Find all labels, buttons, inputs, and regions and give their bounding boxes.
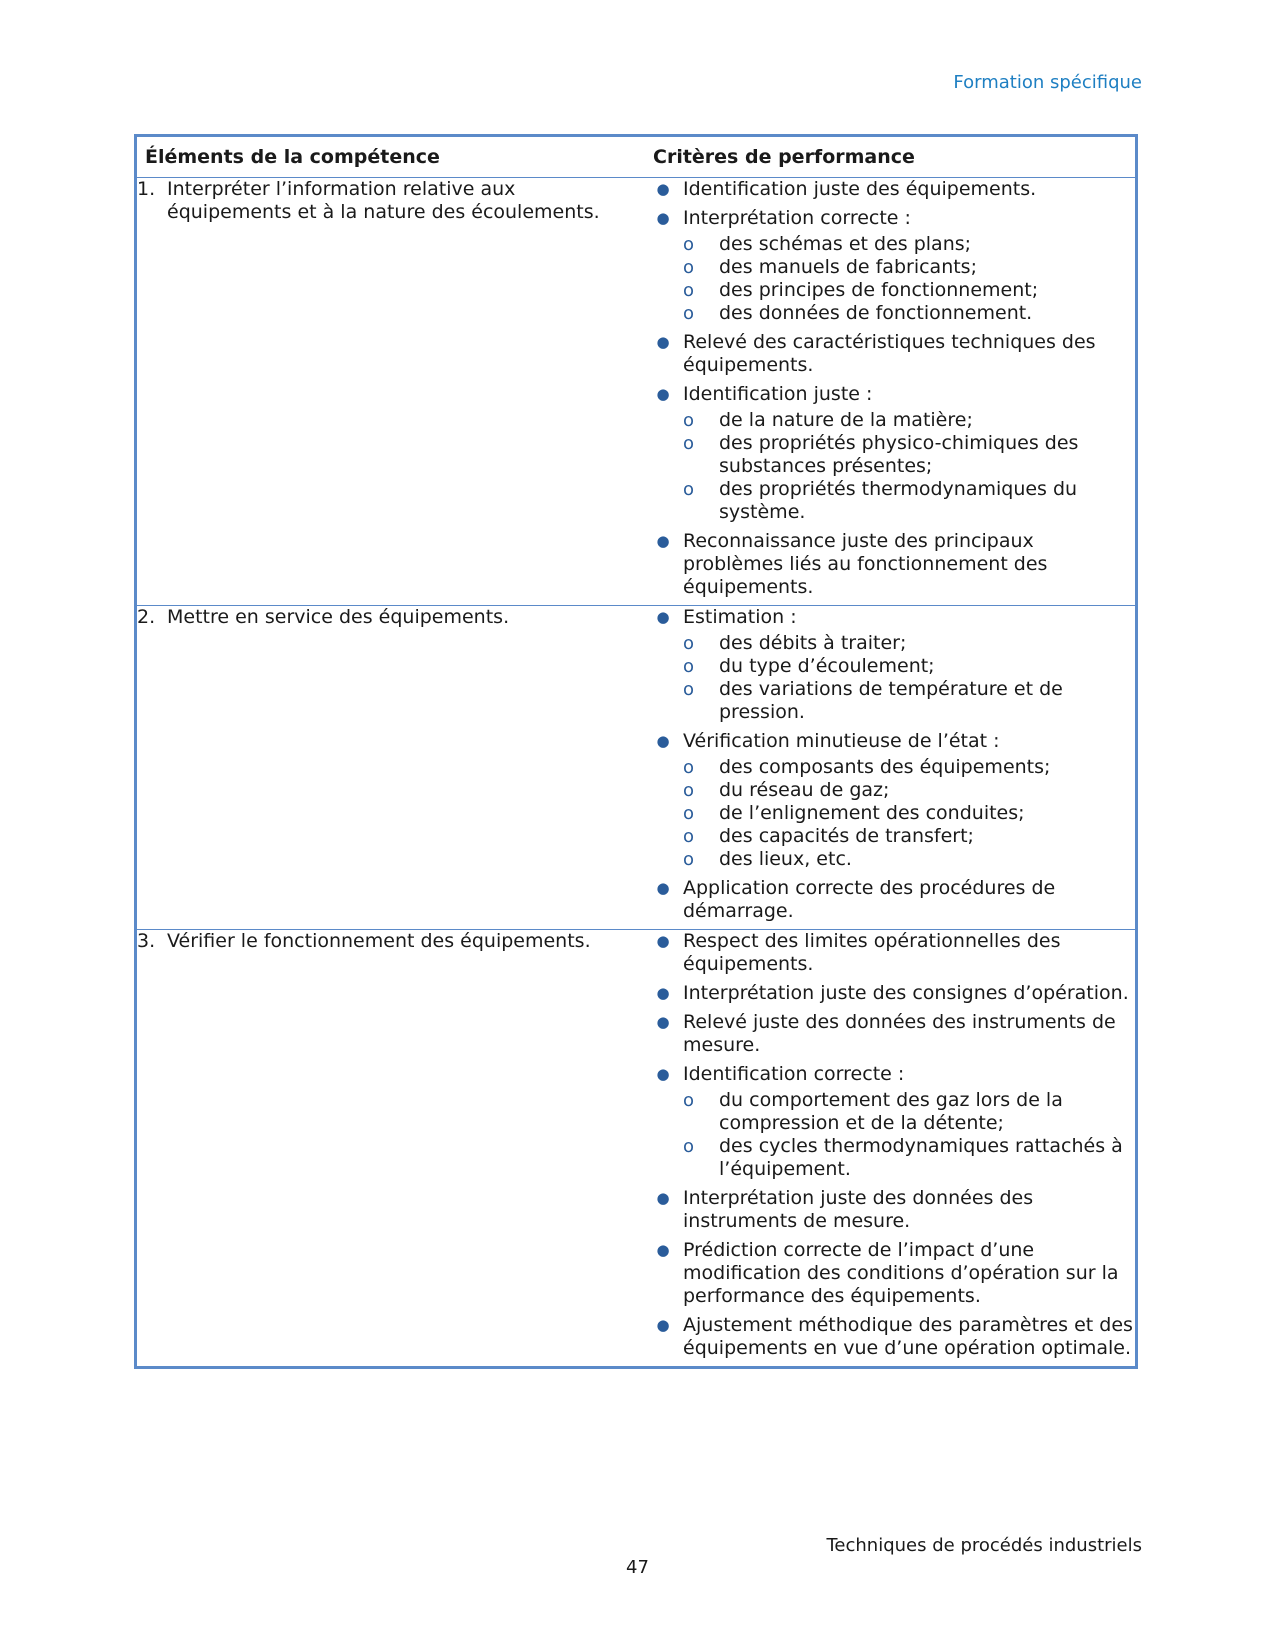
criteria-cell (643, 606, 1137, 930)
circle-bullet-icon: o (683, 1136, 695, 1157)
sub-criteria-list (683, 756, 1135, 871)
table-row (136, 606, 1137, 930)
sub-criterion-text: des composants des équipements; (719, 756, 1051, 778)
criterion-item (643, 730, 1135, 871)
criterion-body (683, 1063, 1135, 1181)
criterion-item (643, 1314, 1135, 1360)
element-number: 1. (137, 178, 156, 200)
criterion-body (683, 383, 1135, 524)
element-item (137, 930, 643, 953)
sub-criterion-text: du réseau de gaz; (719, 779, 890, 801)
element-cell (136, 930, 644, 1368)
criterion-body (683, 930, 1135, 976)
sub-criterion-item (683, 632, 1135, 655)
element-text: Mettre en service des équipements. (167, 606, 510, 628)
criterion-body (683, 207, 1135, 325)
sub-criterion-item (683, 678, 1135, 724)
element-item (137, 178, 643, 224)
element-number: 2. (137, 606, 156, 628)
bullet-icon: ● (656, 608, 670, 626)
table-row (136, 930, 1137, 1368)
sub-criterion-text: des capacités de transfert; (719, 825, 974, 847)
bullet-icon: ● (656, 1189, 670, 1207)
circle-bullet-icon: o (683, 757, 695, 778)
bullet-icon: ● (656, 1013, 670, 1031)
criterion-item (643, 1187, 1135, 1233)
criterion-item (643, 1063, 1135, 1181)
bullet-icon: ● (656, 180, 670, 198)
bullet-icon: ● (656, 879, 670, 897)
sub-criteria-list (683, 632, 1135, 724)
criterion-text: Reconnaissance juste des principaux problèmes liés au fonctionnement des équipements. (683, 530, 1048, 598)
bullet-icon: ● (656, 1065, 670, 1083)
criterion-text: Relevé des caractéristiques techniques des équipements. (683, 331, 1096, 376)
table-row (136, 178, 1137, 606)
criterion-text: Prédiction correcte de l’impact d’une modification des conditions d’opération sur la performance des équipements. (683, 1239, 1119, 1307)
sub-criterion-item (683, 779, 1135, 802)
circle-bullet-icon: o (683, 803, 695, 824)
criterion-item (643, 178, 1135, 201)
sub-criterion-text: des principes de fonctionnement; (719, 279, 1039, 301)
sub-criterion-text: des lieux, etc. (719, 848, 852, 870)
circle-bullet-icon: o (683, 433, 695, 454)
bullet-icon: ● (656, 532, 670, 550)
page-number: 47 (626, 1557, 649, 1578)
bullet-icon: ● (656, 385, 670, 403)
footer-program-title: Techniques de procédés industriels (826, 1535, 1142, 1556)
criterion-item (643, 1239, 1135, 1308)
criterion-body (683, 877, 1135, 923)
sub-criterion-item (683, 432, 1135, 478)
sub-criteria-list (683, 409, 1135, 524)
element-cell (136, 178, 644, 606)
criterion-text: Identification juste : (683, 383, 873, 405)
element-text: Vérifier le fonctionnement des équipements. (167, 930, 591, 952)
bullet-icon: ● (656, 1316, 670, 1334)
sub-criterion-item (683, 279, 1135, 302)
circle-bullet-icon: o (683, 633, 695, 654)
criterion-text: Vérification minutieuse de l’état : (683, 730, 1000, 752)
criterion-body (683, 730, 1135, 871)
criterion-item (643, 982, 1135, 1005)
sub-criterion-item (683, 825, 1135, 848)
sub-criteria-list (683, 233, 1135, 325)
circle-bullet-icon: o (683, 280, 695, 301)
criterion-item (643, 530, 1135, 599)
bullet-icon: ● (656, 932, 670, 950)
competency-table (134, 134, 1138, 1369)
sub-criterion-text: des données de fonctionnement. (719, 302, 1033, 324)
circle-bullet-icon: o (683, 826, 695, 847)
circle-bullet-icon: o (683, 656, 695, 677)
criteria-list (643, 606, 1135, 923)
sub-criterion-text: de la nature de la matière; (719, 409, 973, 431)
criterion-text: Respect des limites opérationnelles des équipements. (683, 930, 1061, 975)
criterion-body (683, 178, 1135, 201)
criterion-text: Ajustement méthodique des paramètres et des équipements en vue d’une opération optimale. (683, 1314, 1133, 1359)
sub-criterion-item (683, 478, 1135, 524)
bullet-icon: ● (656, 1241, 670, 1259)
criteria-cell (643, 178, 1137, 606)
criterion-text: Interprétation correcte : (683, 207, 911, 229)
column-header-elements: Éléments de la compétence (136, 136, 644, 178)
circle-bullet-icon: o (683, 479, 695, 500)
criterion-text: Estimation : (683, 606, 797, 628)
criterion-text: Identification juste des équipements. (683, 178, 1037, 200)
sub-criterion-item (683, 302, 1135, 325)
criterion-body (683, 606, 1135, 724)
criterion-body (683, 1187, 1135, 1233)
table-header-row (136, 136, 1137, 178)
sub-criterion-item (683, 256, 1135, 279)
sub-criterion-text: du comportement des gaz lors de la compression et de la détente; (719, 1089, 1063, 1134)
circle-bullet-icon: o (683, 410, 695, 431)
criterion-item (643, 877, 1135, 923)
criterion-text: Interprétation juste des données des instruments de mesure. (683, 1187, 1034, 1232)
sub-criterion-text: des propriétés thermodynamiques du système. (719, 478, 1078, 523)
sub-criterion-item (683, 802, 1135, 825)
criterion-text: Interprétation juste des consignes d’opération. (683, 982, 1129, 1004)
criterion-item (643, 331, 1135, 377)
column-header-criteria: Critères de performance (643, 136, 1137, 178)
sub-criterion-text: des variations de température et de pression. (719, 678, 1063, 723)
criterion-body (683, 1314, 1135, 1360)
circle-bullet-icon: o (683, 257, 695, 278)
criterion-item (643, 606, 1135, 724)
sub-criterion-text: des manuels de fabricants; (719, 256, 977, 278)
bullet-icon: ● (656, 732, 670, 750)
sub-criterion-text: des débits à traiter; (719, 632, 907, 654)
sub-criterion-text: du type d’écoulement; (719, 655, 935, 677)
criterion-body (683, 1239, 1135, 1308)
criteria-list (643, 178, 1135, 599)
criterion-item (643, 383, 1135, 524)
sub-criterion-item (683, 756, 1135, 779)
bullet-icon: ● (656, 209, 670, 227)
bullet-icon: ● (656, 984, 670, 1002)
criterion-text: Relevé juste des données des instruments de mesure. (683, 1011, 1116, 1056)
sub-criterion-text: des propriétés physico-chimiques des substances présentes; (719, 432, 1079, 477)
bullet-icon: ● (656, 333, 670, 351)
circle-bullet-icon: o (683, 679, 695, 700)
element-text: Interpréter l’information relative aux équipements et à la nature des écoulements. (167, 178, 600, 223)
sub-criterion-item (683, 233, 1135, 256)
criterion-text: Application correcte des procédures de démarrage. (683, 877, 1056, 922)
sub-criterion-text: de l’enlignement des conduites; (719, 802, 1025, 824)
criteria-list (643, 930, 1135, 1360)
table-body (136, 178, 1137, 1368)
sub-criterion-item (683, 409, 1135, 432)
criterion-body (683, 331, 1135, 377)
criterion-body (683, 530, 1135, 599)
criterion-item (643, 1011, 1135, 1057)
sub-criteria-list (683, 1089, 1135, 1181)
element-number: 3. (137, 930, 156, 952)
element-item (137, 606, 643, 629)
sub-criterion-text: des schémas et des plans; (719, 233, 972, 255)
sub-criterion-item (683, 655, 1135, 678)
element-cell (136, 606, 644, 930)
criterion-body (683, 1011, 1135, 1057)
criteria-cell (643, 930, 1137, 1368)
sub-criterion-item (683, 848, 1135, 871)
sub-criterion-item (683, 1089, 1135, 1135)
circle-bullet-icon: o (683, 1090, 695, 1111)
sub-criterion-text: des cycles thermodynamiques rattachés à l’équipement. (719, 1135, 1123, 1180)
criterion-item (643, 930, 1135, 976)
criterion-item (643, 207, 1135, 325)
circle-bullet-icon: o (683, 780, 695, 801)
sub-criterion-item (683, 1135, 1135, 1181)
circle-bullet-icon: o (683, 303, 695, 324)
circle-bullet-icon: o (683, 234, 695, 255)
criterion-text: Identification correcte : (683, 1063, 905, 1085)
criterion-body (683, 982, 1135, 1005)
circle-bullet-icon: o (683, 849, 695, 870)
section-header: Formation spécifique (953, 72, 1142, 93)
